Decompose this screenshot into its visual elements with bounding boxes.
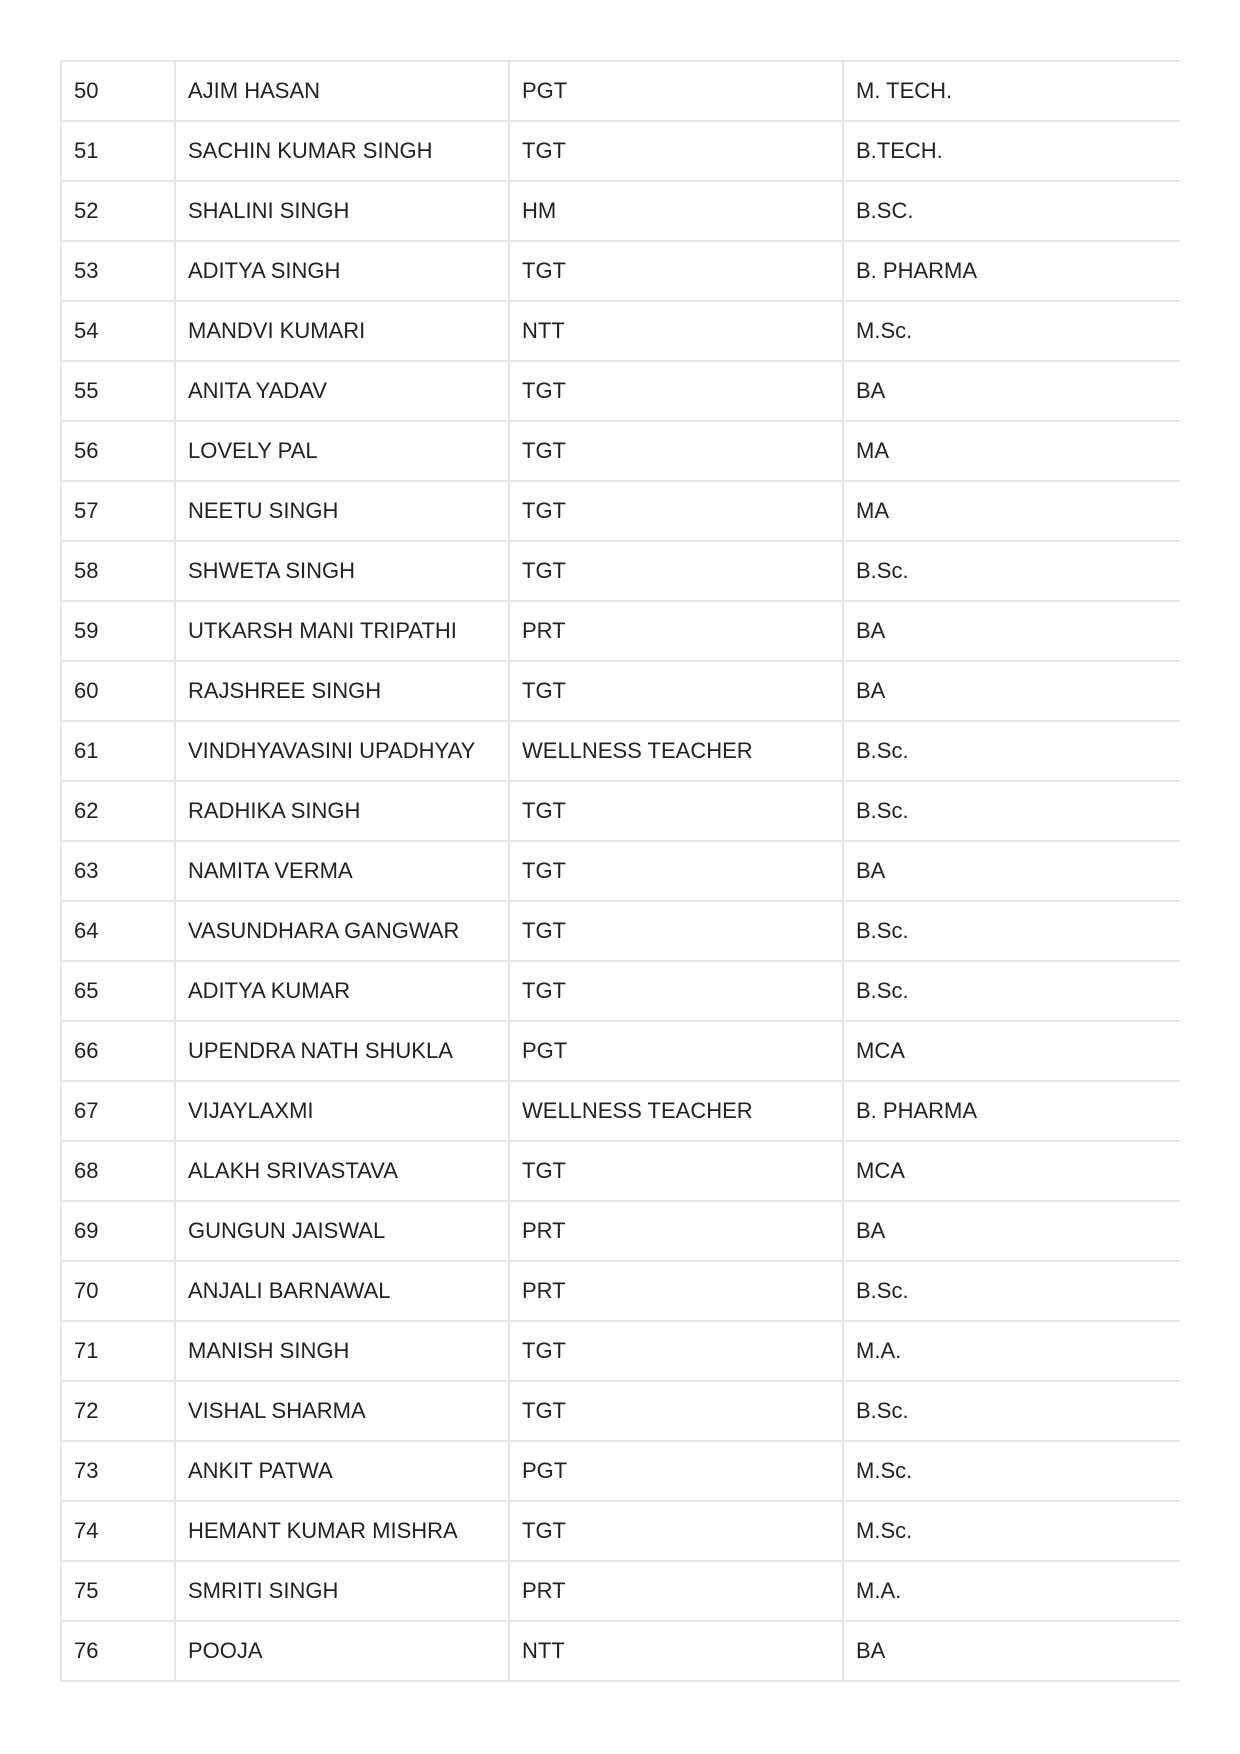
post-cell: NTT bbox=[509, 1621, 843, 1681]
serial-number-cell: 68 bbox=[61, 1141, 175, 1201]
qualification-cell: M. TECH. bbox=[843, 61, 1180, 121]
table-row bbox=[61, 1561, 1180, 1621]
table-row bbox=[61, 241, 1180, 301]
serial-number-cell: 54 bbox=[61, 301, 175, 361]
qualification-cell: MA bbox=[843, 421, 1180, 481]
name-cell: VIJAYLAXMI bbox=[175, 1081, 509, 1141]
qualification-cell: BA bbox=[843, 361, 1180, 421]
post-cell: TGT bbox=[509, 481, 843, 541]
qualification-cell: M.Sc. bbox=[843, 301, 1180, 361]
post-cell: TGT bbox=[509, 901, 843, 961]
post-cell: TGT bbox=[509, 121, 843, 181]
qualification-cell: BA bbox=[843, 1621, 1180, 1681]
name-cell: MANISH SINGH bbox=[175, 1321, 509, 1381]
name-cell: HEMANT KUMAR MISHRA bbox=[175, 1501, 509, 1561]
post-cell: TGT bbox=[509, 361, 843, 421]
name-cell: ANITA YADAV bbox=[175, 361, 509, 421]
qualification-cell: M.Sc. bbox=[843, 1441, 1180, 1501]
name-cell: SMRITI SINGH bbox=[175, 1561, 509, 1621]
serial-number-cell: 73 bbox=[61, 1441, 175, 1501]
serial-number-cell: 61 bbox=[61, 721, 175, 781]
qualification-cell: B.Sc. bbox=[843, 781, 1180, 841]
qualification-cell: B.TECH. bbox=[843, 121, 1180, 181]
post-cell: TGT bbox=[509, 1141, 843, 1201]
post-cell: PGT bbox=[509, 1441, 843, 1501]
serial-number-cell: 58 bbox=[61, 541, 175, 601]
qualification-cell: BA bbox=[843, 1201, 1180, 1261]
table-row bbox=[61, 1081, 1180, 1141]
qualification-cell: B.Sc. bbox=[843, 901, 1180, 961]
table-row bbox=[61, 421, 1180, 481]
name-cell: SHWETA SINGH bbox=[175, 541, 509, 601]
table-row bbox=[61, 781, 1180, 841]
table-row bbox=[61, 1441, 1180, 1501]
post-cell: PRT bbox=[509, 1201, 843, 1261]
name-cell: ANKIT PATWA bbox=[175, 1441, 509, 1501]
post-cell: TGT bbox=[509, 1501, 843, 1561]
table-row bbox=[61, 1321, 1180, 1381]
name-cell: UPENDRA NATH SHUKLA bbox=[175, 1021, 509, 1081]
name-cell: VASUNDHARA GANGWAR bbox=[175, 901, 509, 961]
serial-number-cell: 69 bbox=[61, 1201, 175, 1261]
serial-number-cell: 59 bbox=[61, 601, 175, 661]
serial-number-cell: 74 bbox=[61, 1501, 175, 1561]
table-row bbox=[61, 361, 1180, 421]
table-row bbox=[61, 901, 1180, 961]
post-cell: TGT bbox=[509, 1381, 843, 1441]
serial-number-cell: 60 bbox=[61, 661, 175, 721]
table-row bbox=[61, 1201, 1180, 1261]
qualification-cell: B.Sc. bbox=[843, 721, 1180, 781]
serial-number-cell: 65 bbox=[61, 961, 175, 1021]
table-row bbox=[61, 61, 1180, 121]
serial-number-cell: 55 bbox=[61, 361, 175, 421]
post-cell: TGT bbox=[509, 841, 843, 901]
post-cell: TGT bbox=[509, 661, 843, 721]
serial-number-cell: 56 bbox=[61, 421, 175, 481]
name-cell: NAMITA VERMA bbox=[175, 841, 509, 901]
post-cell: PGT bbox=[509, 1021, 843, 1081]
post-cell: HM bbox=[509, 181, 843, 241]
table-row bbox=[61, 1621, 1180, 1681]
serial-number-cell: 51 bbox=[61, 121, 175, 181]
post-cell: PRT bbox=[509, 1261, 843, 1321]
name-cell: SACHIN KUMAR SINGH bbox=[175, 121, 509, 181]
qualification-cell: MA bbox=[843, 481, 1180, 541]
table-row bbox=[61, 1141, 1180, 1201]
serial-number-cell: 50 bbox=[61, 61, 175, 121]
serial-number-cell: 62 bbox=[61, 781, 175, 841]
post-cell: PRT bbox=[509, 601, 843, 661]
qualification-cell: MCA bbox=[843, 1021, 1180, 1081]
table-row bbox=[61, 301, 1180, 361]
name-cell: ADITYA SINGH bbox=[175, 241, 509, 301]
qualification-cell: B.SC. bbox=[843, 181, 1180, 241]
table-row bbox=[61, 121, 1180, 181]
name-cell: NEETU SINGH bbox=[175, 481, 509, 541]
table-row bbox=[61, 541, 1180, 601]
qualification-cell: B.Sc. bbox=[843, 541, 1180, 601]
qualification-cell: M.A. bbox=[843, 1321, 1180, 1381]
table-row bbox=[61, 841, 1180, 901]
table-row bbox=[61, 961, 1180, 1021]
post-cell: PRT bbox=[509, 1561, 843, 1621]
table-row bbox=[61, 1261, 1180, 1321]
qualification-cell: B.Sc. bbox=[843, 1381, 1180, 1441]
name-cell: VISHAL SHARMA bbox=[175, 1381, 509, 1441]
post-cell: WELLNESS TEACHER bbox=[509, 721, 843, 781]
post-cell: TGT bbox=[509, 1321, 843, 1381]
qualification-cell: BA bbox=[843, 601, 1180, 661]
qualification-cell: BA bbox=[843, 841, 1180, 901]
name-cell: POOJA bbox=[175, 1621, 509, 1681]
post-cell: TGT bbox=[509, 781, 843, 841]
staff-table-body bbox=[61, 61, 1180, 1681]
qualification-cell: M.Sc. bbox=[843, 1501, 1180, 1561]
qualification-cell: B.Sc. bbox=[843, 961, 1180, 1021]
name-cell: SHALINI SINGH bbox=[175, 181, 509, 241]
name-cell: MANDVI KUMARI bbox=[175, 301, 509, 361]
serial-number-cell: 63 bbox=[61, 841, 175, 901]
name-cell: ANJALI BARNAWAL bbox=[175, 1261, 509, 1321]
serial-number-cell: 70 bbox=[61, 1261, 175, 1321]
serial-number-cell: 57 bbox=[61, 481, 175, 541]
name-cell: RAJSHREE SINGH bbox=[175, 661, 509, 721]
serial-number-cell: 71 bbox=[61, 1321, 175, 1381]
table-row bbox=[61, 181, 1180, 241]
name-cell: VINDHYAVASINI UPADHYAY bbox=[175, 721, 509, 781]
table-row bbox=[61, 481, 1180, 541]
post-cell: TGT bbox=[509, 241, 843, 301]
serial-number-cell: 66 bbox=[61, 1021, 175, 1081]
name-cell: LOVELY PAL bbox=[175, 421, 509, 481]
serial-number-cell: 72 bbox=[61, 1381, 175, 1441]
name-cell: ADITYA KUMAR bbox=[175, 961, 509, 1021]
post-cell: NTT bbox=[509, 301, 843, 361]
table-row bbox=[61, 661, 1180, 721]
post-cell: WELLNESS TEACHER bbox=[509, 1081, 843, 1141]
serial-number-cell: 53 bbox=[61, 241, 175, 301]
post-cell: PGT bbox=[509, 61, 843, 121]
serial-number-cell: 52 bbox=[61, 181, 175, 241]
qualification-cell: BA bbox=[843, 661, 1180, 721]
qualification-cell: B. PHARMA bbox=[843, 241, 1180, 301]
qualification-cell: B.Sc. bbox=[843, 1261, 1180, 1321]
serial-number-cell: 64 bbox=[61, 901, 175, 961]
name-cell: GUNGUN JAISWAL bbox=[175, 1201, 509, 1261]
table-row bbox=[61, 1381, 1180, 1441]
table-row bbox=[61, 1021, 1180, 1081]
table-row bbox=[61, 1501, 1180, 1561]
table-row bbox=[61, 601, 1180, 661]
post-cell: TGT bbox=[509, 421, 843, 481]
table-row bbox=[61, 721, 1180, 781]
qualification-cell: M.A. bbox=[843, 1561, 1180, 1621]
serial-number-cell: 76 bbox=[61, 1621, 175, 1681]
serial-number-cell: 75 bbox=[61, 1561, 175, 1621]
post-cell: TGT bbox=[509, 541, 843, 601]
name-cell: ALAKH SRIVASTAVA bbox=[175, 1141, 509, 1201]
name-cell: UTKARSH MANI TRIPATHI bbox=[175, 601, 509, 661]
staff-table bbox=[60, 60, 1180, 1682]
name-cell: RADHIKA SINGH bbox=[175, 781, 509, 841]
qualification-cell: B. PHARMA bbox=[843, 1081, 1180, 1141]
qualification-cell: MCA bbox=[843, 1141, 1180, 1201]
serial-number-cell: 67 bbox=[61, 1081, 175, 1141]
name-cell: AJIM HASAN bbox=[175, 61, 509, 121]
post-cell: TGT bbox=[509, 961, 843, 1021]
